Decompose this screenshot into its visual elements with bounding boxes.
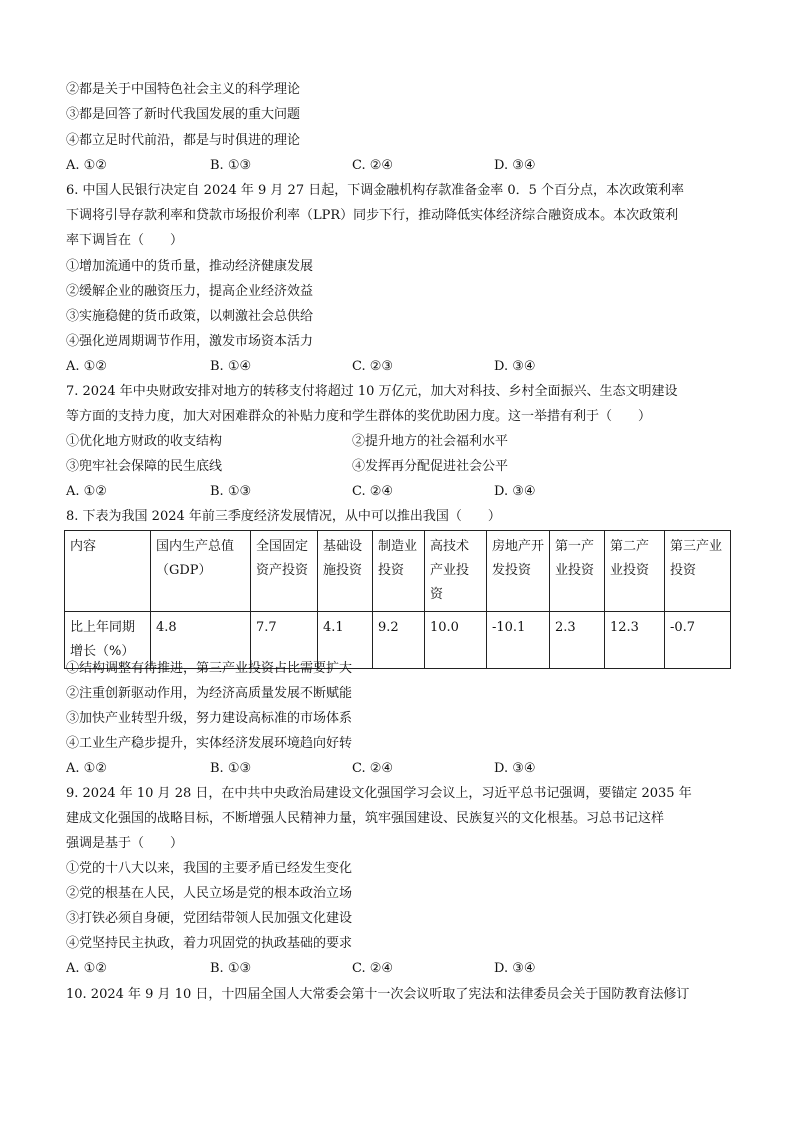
table-cell: 10.0 (425, 612, 487, 669)
q6-choices (66, 358, 726, 376)
q7-choices (66, 483, 726, 501)
q10-stem: 10. 2024 年 9 月 10 日，十四届全国人大常委会第十一次会议听取了宪法和法律委员会关于国防教育法修订 (66, 987, 690, 1002)
q6-stem-line-1: 6. 中国人民银行决定自 2024 年 9 月 27 日起，下调金融机构存款准备金率 0．5 个百分点，本次政策利率 (66, 183, 685, 198)
choice-c[interactable]: C. ②④ (352, 484, 394, 499)
q6-option-4: ④强化逆周期调节作用，激发市场资本活力 (66, 334, 314, 349)
q7-option-3: ③兜牢社会保障的民生底线 (66, 459, 223, 474)
table-header-cell: 第一产业投资 (550, 531, 605, 612)
q9-stem-line-3: 强调是基于（ ） (66, 836, 184, 851)
choice-d[interactable]: D. ③④ (494, 484, 536, 499)
choice-d[interactable]: D. ③④ (494, 359, 536, 374)
choice-d[interactable]: D. ③④ (494, 961, 536, 976)
q8-stem: 8. 下表为我国 2024 年前三季度经济发展情况，从中可以推出我国（ ） (66, 509, 501, 524)
q9-option-2: ②党的根基在人民，人民立场是党的根本政治立场 (66, 886, 353, 901)
q6-option-1: ①增加流通中的货币量，推动经济健康发展 (66, 259, 314, 274)
choice-a[interactable]: A. ①② (66, 761, 107, 776)
q6-option-2: ②缓解企业的融资压力，提高企业经济效益 (66, 284, 314, 299)
choice-a[interactable]: A. ①② (66, 359, 107, 374)
q7-stem-line-2: 等方面的支持力度，加大对困难群众的补贴力度和学生群体的奖优助困力度。这一举措有利于（ ） (66, 409, 652, 424)
q8-option-2: ②注重创新驱动作用，为经济高质量发展不断赋能 (66, 686, 353, 701)
table-header-cell: 全国固定资产投资 (251, 531, 318, 612)
choice-d[interactable]: D. ③④ (494, 761, 536, 776)
economy-table (64, 530, 731, 669)
q8-choices (66, 760, 726, 778)
q9-stem-line-1: 9. 2024 年 10 月 28 日，在中共中央政治局建设文化强国学习会议上，习近平总书记强调，要锚定 2035 年 (66, 786, 692, 801)
q7-option-1: ①优化地方财政的收支结构 (66, 434, 223, 449)
q9-option-1: ①党的十八大以来，我国的主要矛盾已经发生变化 (66, 861, 353, 876)
q9-choices (66, 960, 726, 978)
q9-option-3: ③打铁必须自身硬，党团结带领人民加强文化建设 (66, 911, 353, 926)
table-header-cell: 国内生产总值（GDP） (151, 531, 251, 612)
q7-option-2: ②提升地方的社会福利水平 (352, 434, 509, 449)
table-cell: 7.7 (251, 612, 318, 669)
table-header-cell: 基础设施投资 (318, 531, 373, 612)
q6-stem-line-3: 率下调旨在（ ） (66, 233, 184, 248)
choice-c[interactable]: C. ②④ (352, 158, 394, 173)
table-cell: 4.1 (318, 612, 373, 669)
q6-stem-line-2: 下调将引导存款利率和贷款市场报价利率（LPR）同步下行，推动降低实体经济综合融资成本。本次政策利 (66, 208, 679, 223)
q7-stem-line-1: 7. 2024 年中央财政安排对地方的转移支付将超过 10 万亿元，加大对科技、乡村全面振兴、生态文明建设 (66, 384, 678, 399)
table-cell: 12.3 (605, 612, 665, 669)
choice-a[interactable]: A. ①② (66, 158, 107, 173)
choice-c[interactable]: C. ②④ (352, 761, 394, 776)
q5-option-2: ②都是关于中国特色社会主义的科学理论 (66, 82, 301, 97)
choice-b[interactable]: B. ①③ (210, 484, 252, 499)
table-cell: 4.8 (151, 612, 251, 669)
table-header-row (65, 531, 731, 612)
table-header-cell: 高技术产业投资 (425, 531, 487, 612)
table-header-cell: 第二产业投资 (605, 531, 665, 612)
choice-b[interactable]: B. ①③ (210, 961, 252, 976)
choice-d[interactable]: D. ③④ (494, 158, 536, 173)
choice-c[interactable]: C. ②③ (352, 359, 394, 374)
q8-option-1: ①结构调整有待推进，第三产业投资占比需要扩大 (66, 661, 353, 676)
choice-b[interactable]: B. ①③ (210, 158, 252, 173)
table-header-cell: 制造业投资 (373, 531, 425, 612)
table-cell: -10.1 (487, 612, 550, 669)
table-header-cell: 内容 (65, 531, 151, 612)
q6-option-3: ③实施稳健的货币政策，以刺激社会总供给 (66, 309, 314, 324)
q9-option-4: ④党坚持民主执政，着力巩固党的执政基础的要求 (66, 936, 353, 951)
q5-choices (66, 157, 726, 175)
q8-option-3: ③加快产业转型升级，努力建设高标准的市场体系 (66, 711, 353, 726)
table-cell: -0.7 (665, 612, 731, 669)
table-header-cell: 第三产业投资 (665, 531, 731, 612)
choice-b[interactable]: B. ①③ (210, 761, 252, 776)
q5-option-4: ④都立足时代前沿，都是与时俱进的理论 (66, 133, 301, 148)
q5-option-3: ③都是回答了新时代我国发展的重大问题 (66, 107, 301, 122)
choice-a[interactable]: A. ①② (66, 484, 107, 499)
table-header-cell: 房地产开发投资 (487, 531, 550, 612)
table-row-label: 比上年同期增长（%） (65, 612, 151, 669)
choice-b[interactable]: B. ①④ (210, 359, 252, 374)
choice-a[interactable]: A. ①② (66, 961, 107, 976)
q9-stem-line-2: 建成文化强国的战略目标，不断增强人民精神力量，筑牢强国建设、民族复兴的文化根基。习总书记这样 (66, 811, 665, 826)
q8-option-4: ④工业生产稳步提升，实体经济发展环境趋向好转 (66, 736, 353, 751)
q7-option-4: ④发挥再分配促进社会公平 (352, 459, 509, 474)
table-cell: 9.2 (373, 612, 425, 669)
choice-c[interactable]: C. ②④ (352, 961, 394, 976)
table-cell: 2.3 (550, 612, 605, 669)
